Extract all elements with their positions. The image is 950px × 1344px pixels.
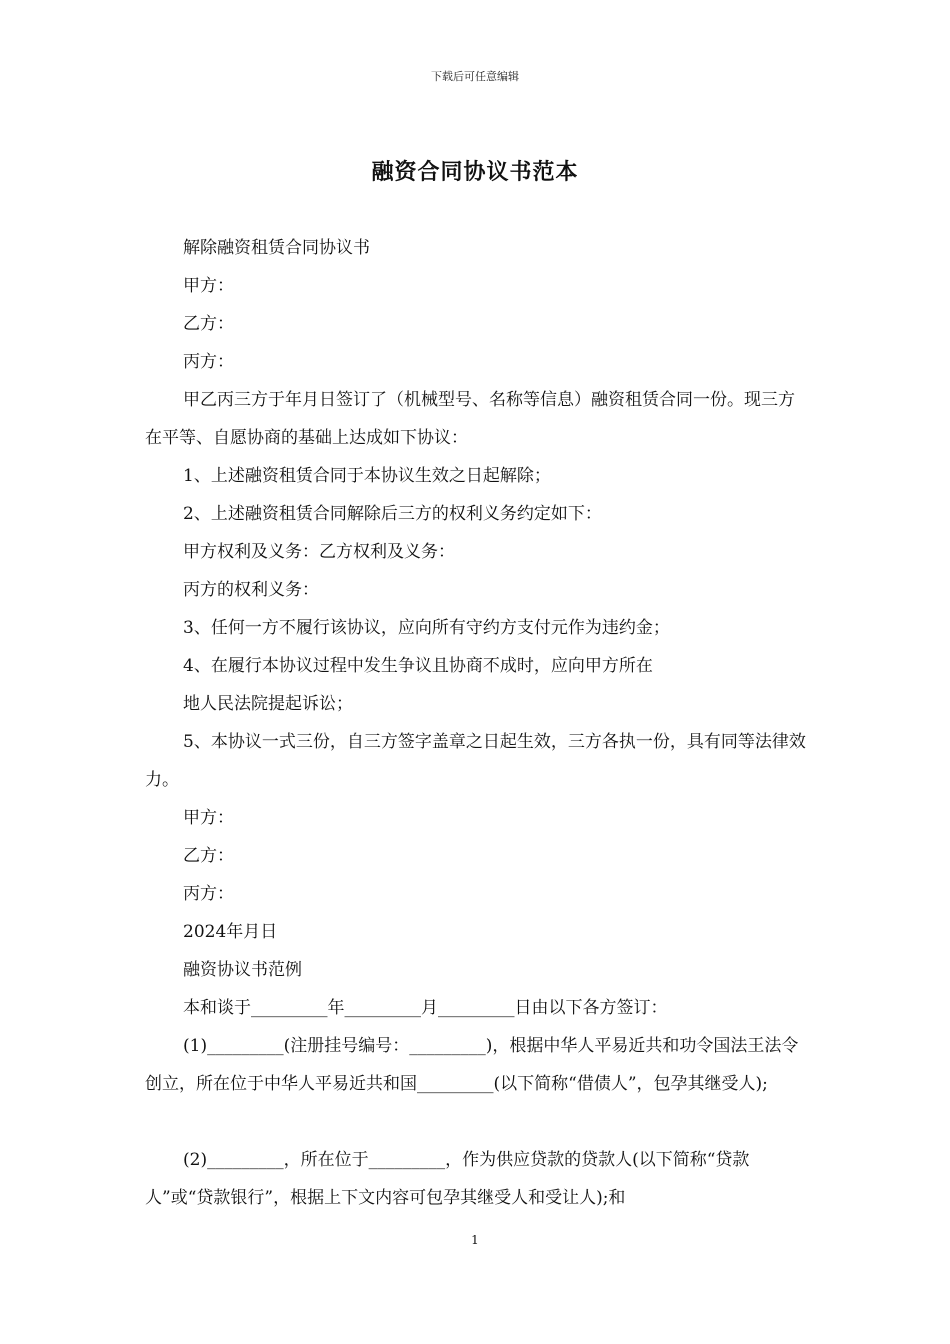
page-number: 1 [471,1233,479,1247]
clause-3: 3、任何一方不履行该协议，应向所有守约方支付元作为违约金； [183,618,670,638]
rights-ab-line: 甲方权利及义务：乙方权利及义务： [183,542,455,562]
clause-2: 2、上述融资租赁合同解除后三方的权利义务约定如下： [183,504,602,524]
agreement-date-line: 本和谈于_________年_________月_________日由以下各方签订： [183,998,668,1018]
rights-c-line: 丙方的权利义务： [183,580,319,600]
sign-party-a: 甲方： [183,808,234,828]
sign-party-b: 乙方： [183,846,234,866]
lender-paragraph: (2)_________，所在位于_________，作为供应贷款的贷款人(以下简称“贷款人”或“贷款银行”，根据上下文内容可包孕其继受人和受让人);和 [145,1150,750,1208]
subtitle-line: 解除融资租赁合同协议书 [183,238,370,258]
clause-4-cont: 地人民法院提起诉讼； [183,694,353,714]
intro-paragraph: 甲乙丙三方于年月日签订了（机械型号、名称等信息）融资租赁合同一份。现三方在平等、自愿协商的基础上达成如下协议： [145,390,795,448]
section-title: 融资协议书范例 [183,960,302,980]
clause-5: 5、本协议一式三份，自三方签字盖章之日起生效，三方各执一份，具有同等法律效力。 [145,732,806,790]
party-c-line: 丙方： [183,352,234,372]
sign-date: 2024年月日 [183,922,278,942]
page-header: 下载后可任意编辑 [431,70,519,83]
document-title: 融资合同协议书范本 [371,159,579,185]
borrower-paragraph: (1)_________(注册挂号编号：_________)，根据中华人平易近共和功令国法王法令创立，所在位于中华人平易近共和国_________(以下简称“借债人”，包孕其继受人); [145,1036,799,1094]
clause-1: 1、上述融资租赁合同于本协议生效之日起解除； [183,466,551,486]
clause-4: 4、在履行本协议过程中发生争议且协商不成时，应向甲方所在 [183,656,653,676]
sign-party-c: 丙方： [183,884,234,904]
party-a-line: 甲方： [183,276,234,296]
party-b-line: 乙方： [183,314,234,334]
